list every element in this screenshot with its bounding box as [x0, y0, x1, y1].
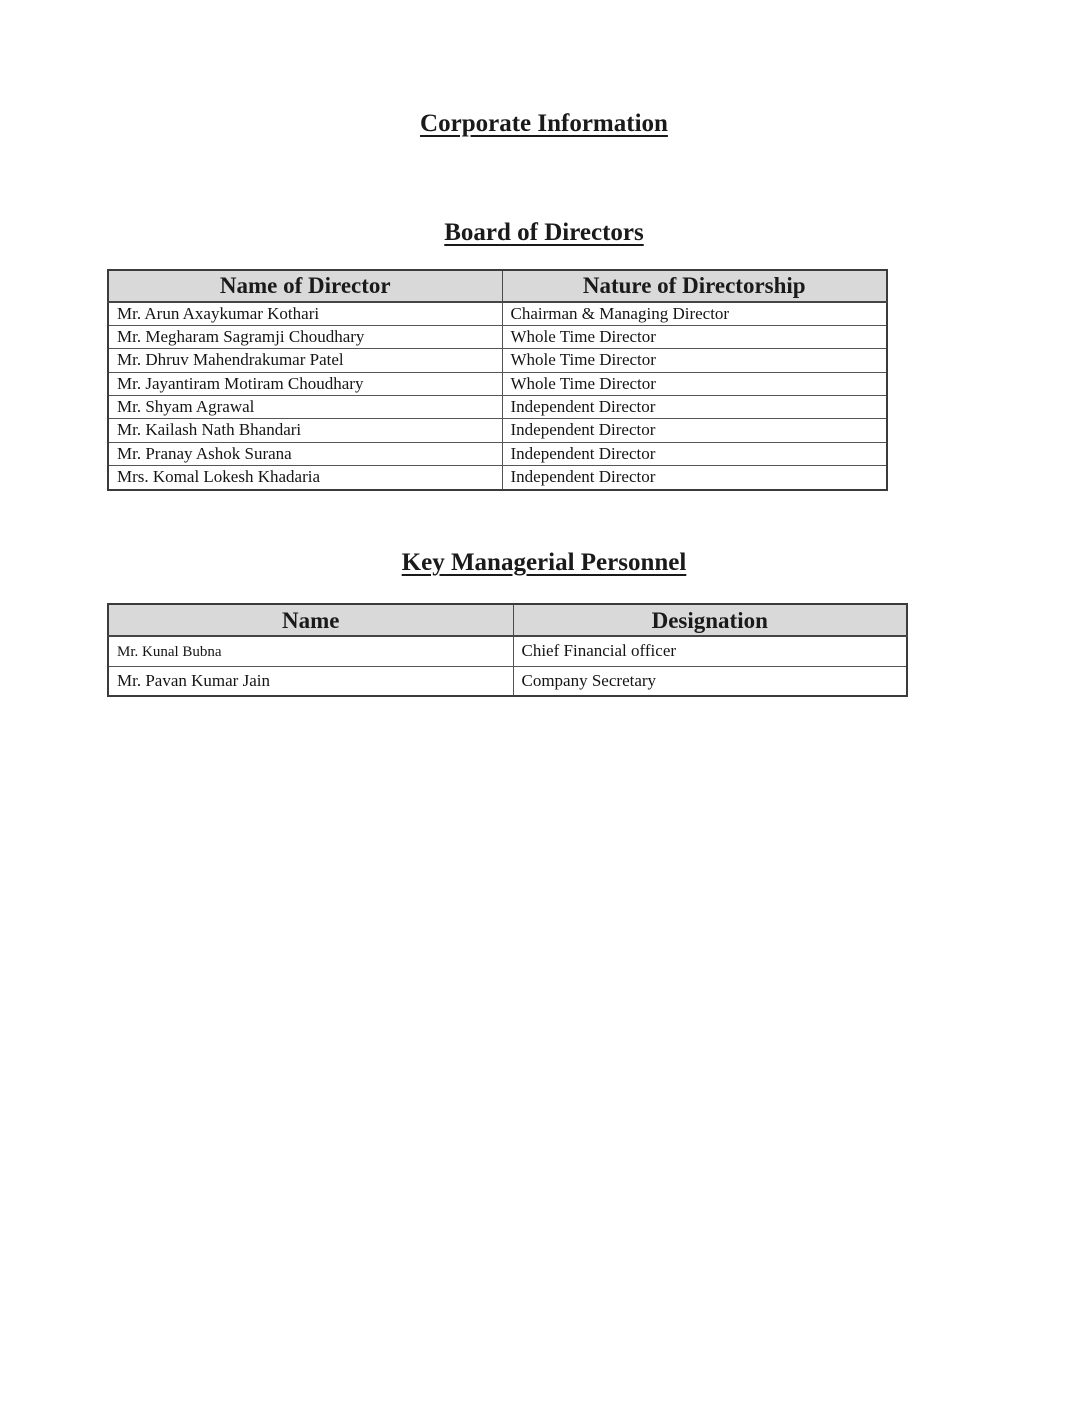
table-cell: Whole Time Director [502, 349, 887, 372]
table-cell: Company Secretary [513, 666, 907, 696]
page-title: Corporate Information [420, 110, 668, 137]
board-of-directors-table [107, 269, 888, 491]
table-cell: Independent Director [502, 419, 887, 442]
table-row [108, 666, 907, 696]
column-header-name: Name [108, 604, 513, 636]
section-title-board-of-directors: Board of Directors [444, 218, 644, 246]
table-cell: Mr. Pavan Kumar Jain [108, 666, 513, 696]
table-row [108, 372, 887, 395]
table-cell: Mr. Jayantiram Motiram Choudhary [108, 372, 502, 395]
table-row [108, 636, 907, 666]
section-title-key-managerial-personnel: Key Managerial Personnel [401, 548, 687, 576]
table-cell: Mr. Kunal Bubna [108, 636, 513, 666]
table-cell: Chief Financial officer [513, 636, 907, 666]
table-row [108, 349, 887, 372]
table-row [108, 325, 887, 348]
table-row [108, 396, 887, 419]
table-cell: Independent Director [502, 442, 887, 465]
table-cell: Mr. Pranay Ashok Surana [108, 442, 502, 465]
table-cell: Mr. Arun Axaykumar Kothari [108, 302, 502, 326]
table-cell: Independent Director [502, 466, 887, 490]
table-cell: Mr. Kailash Nath Bhandari [108, 419, 502, 442]
table-cell: Whole Time Director [502, 325, 887, 348]
table-header-row [108, 604, 907, 636]
column-header-nature-of-directorship: Nature of Directorship [502, 270, 887, 302]
column-header-designation: Designation [513, 604, 907, 636]
table-cell: Mrs. Komal Lokesh Khadaria [108, 466, 502, 490]
table-row [108, 419, 887, 442]
table-header-row [108, 270, 887, 302]
column-header-name-of-director: Name of Director [108, 270, 502, 302]
table-cell: Mr. Dhruv Mahendrakumar Patel [108, 349, 502, 372]
table-row [108, 466, 887, 490]
table-cell: Chairman & Managing Director [502, 302, 887, 326]
key-managerial-personnel-table [107, 603, 908, 697]
table-cell: Mr. Shyam Agrawal [108, 396, 502, 419]
table-row [108, 302, 887, 326]
table-cell: Independent Director [502, 396, 887, 419]
table-row [108, 442, 887, 465]
table-cell: Mr. Megharam Sagramji Choudhary [108, 325, 502, 348]
table-cell: Whole Time Director [502, 372, 887, 395]
